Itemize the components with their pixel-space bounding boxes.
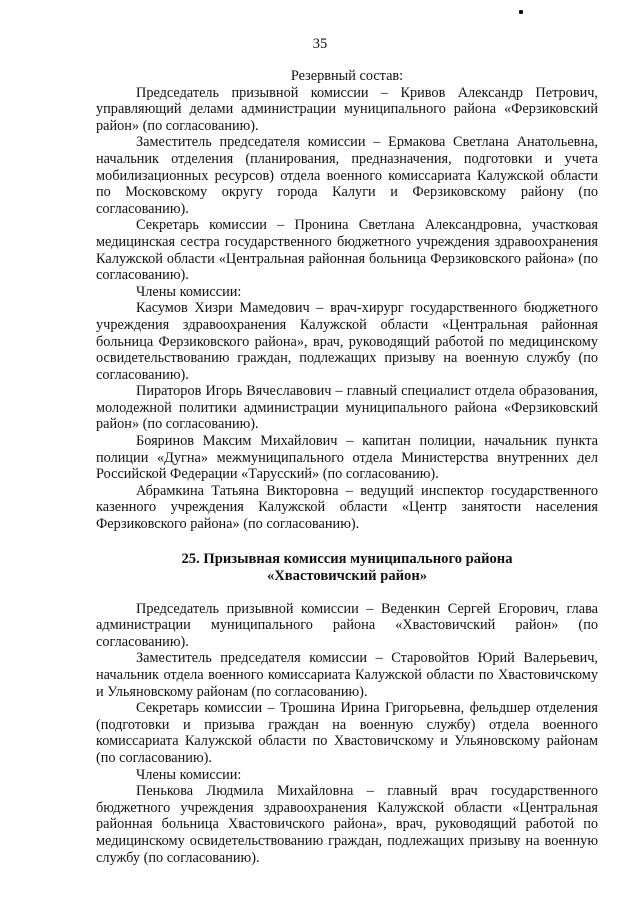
page-number: 35 [312, 36, 328, 52]
section-member: Пенькова Людмила Михайловна – главный врач государственного бюджетного учреждения здравоохранения Калужской области «Центральная районная больница Хвастовичского района», врач, руководящий работой по медицинскому освидетельствованию граждан, подлежащих призыву на военную службу (по согласованию). [96, 783, 598, 866]
section-deputy: Заместитель председателя комиссии – Старовойтов Юрий Валерьевич, начальник отдела военного комиссариата Калужской области по Хвастовичскому и Ульяновскому районам (по согласованию). [96, 650, 598, 700]
section-heading-line2: «Хвастовичский район» [266, 567, 428, 584]
reserve-member: Касумов Хизри Мамедович – врач-хирург государственного бюджетного учреждения здравоохранения Калужской области «Центральная районная больница Ферзиковского района», врач, руководящий работой по медицинскому освидетельствованию граждан, подлежащих призыву на военную службу (по согласованию). [96, 300, 598, 383]
reserve-title: Резервный состав: [290, 68, 404, 84]
reserve-member: Бояринов Максим Михайлович – капитан полиции, начальник пункта полиции «Дугна» межмуниципального отдела Министерства внутренних дел Российской Федерации «Тарусский» (по согласованию). [96, 433, 598, 483]
reserve-member: Пираторов Игорь Вячеславович – главный специалист отдела образования, молодежной политики администрации муниципального района «Ферзиковский район» (по согласованию). [96, 383, 598, 433]
section-members-label: Члены комиссии: [136, 766, 242, 783]
reserve-member: Абрамкина Татьяна Викторовна – ведущий инспектор государственного казенного учреждения Калужской области «Центр занятости населения Ферзиковского района» (по согласованию). [96, 482, 598, 533]
section-heading [96, 551, 598, 585]
reserve-members-label: Члены комиссии: [136, 283, 242, 300]
document-body [96, 68, 598, 866]
reserve-chairman: Председатель призывной комиссии – Кривов Александр Петрович, управляющий делами администрации муниципального района «Ферзиковский район» (по согласованию). [96, 84, 598, 134]
reserve-secretary: Секретарь комиссии – Пронина Светлана Александровна, участковая медицинская сестра государственного бюджетного учреждения здравоохранения Калужской области «Центральная районная больница Ферзиковского района» (по согласованию). [96, 217, 598, 284]
section-heading-line1: 25. Призывная комиссия муниципального района [181, 550, 513, 567]
section-chairman: Председатель призывной комиссии – Веденкин Сергей Егорович, глава администрации муниципального района «Хвастовичский район» (по согласованию). [96, 600, 598, 650]
reserve-deputy: Заместитель председателя комиссии – Ермакова Светлана Анатольевна, начальник отделения (планирования, предназначения, подготовки и учета мобилизационных ресурсов) отдела военного комиссариата Калужской области по Московскому округу города Калуги и Ферзиковскому району (по согласованию). [96, 134, 598, 217]
scan-mark [519, 10, 523, 14]
section-secretary: Секретарь комиссии – Трошина Ирина Григорьевна, фельдшер отделения (подготовки и призыва граждан на военную службу) отдела военного комиссариата Калужской области по Хвастовичскому и Ульяновскому районам (по согласованию). [96, 700, 598, 766]
